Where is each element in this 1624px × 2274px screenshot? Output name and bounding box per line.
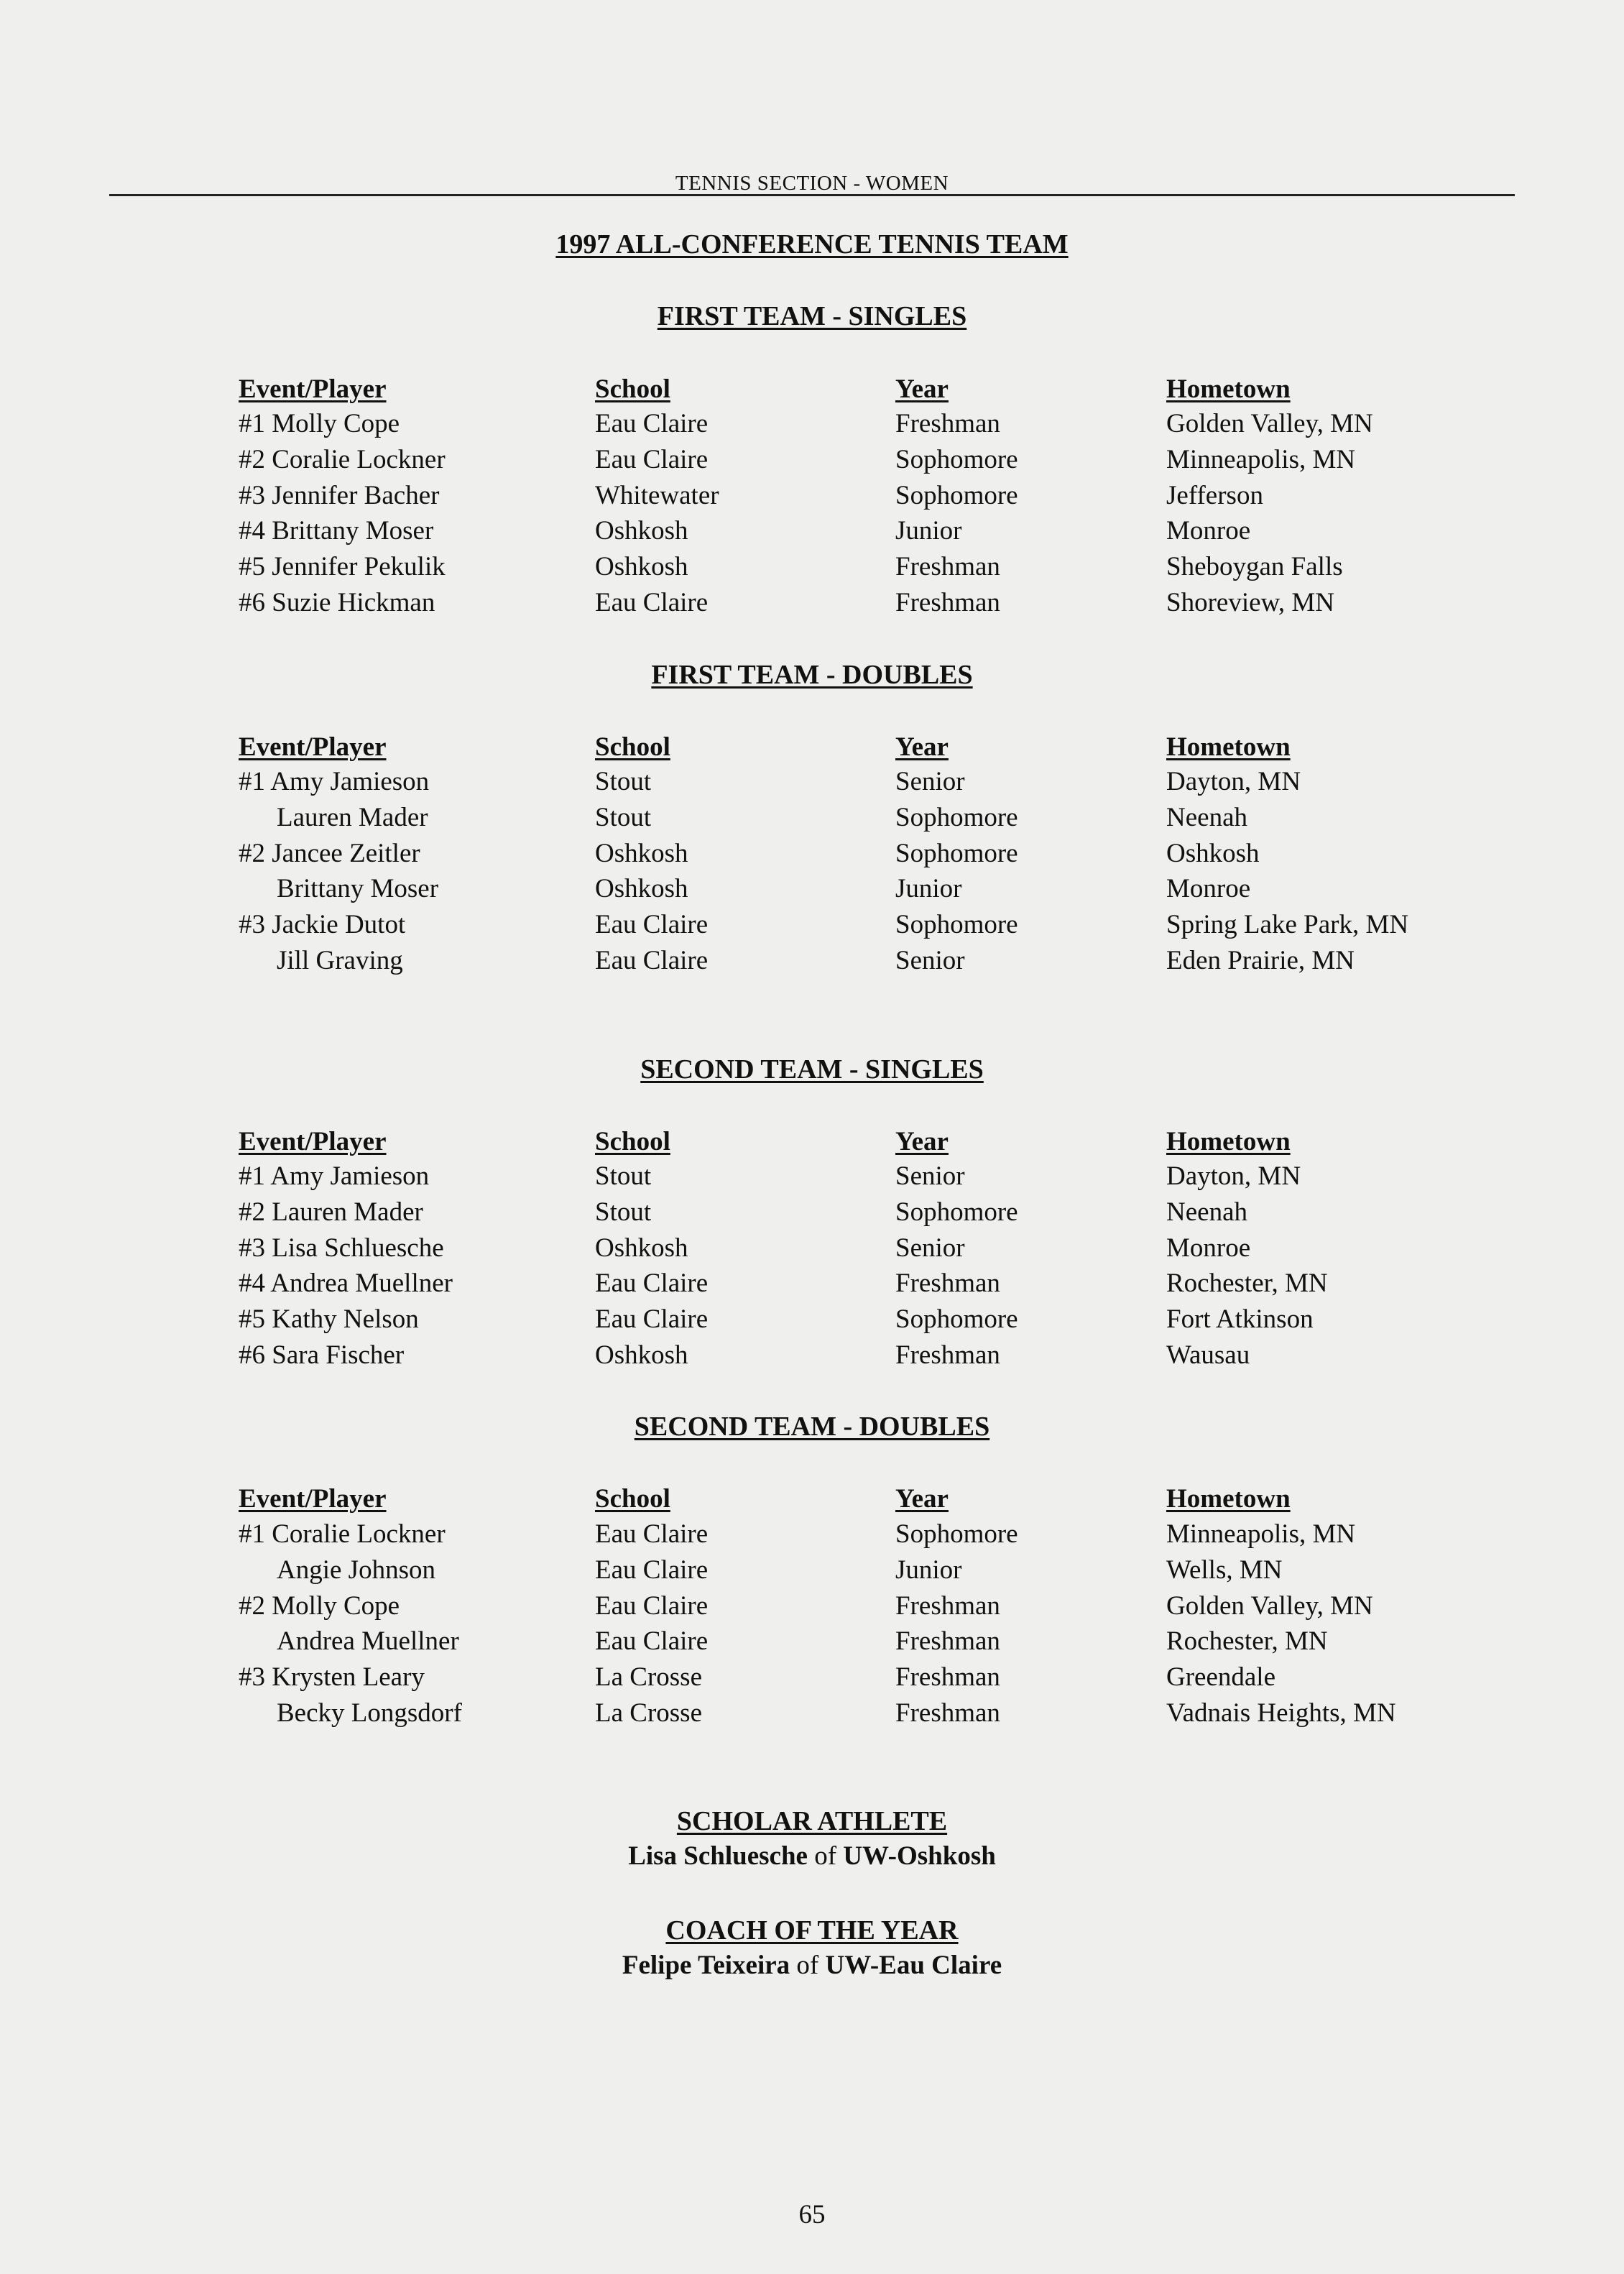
table-row <box>0 408 1624 444</box>
player-cell <box>239 551 446 582</box>
year-cell: Freshman <box>895 1340 1000 1370</box>
column-header-school: School <box>595 1484 670 1514</box>
player-name: Andrea Muellner <box>277 1626 459 1656</box>
award-recipient <box>0 1841 1624 1872</box>
table-row <box>0 1555 1624 1591</box>
hometown-cell: Oshkosh <box>1166 839 1260 868</box>
column-header-row <box>0 1483 1624 1519</box>
year-cell: Sophomore <box>895 803 1018 832</box>
player-cell <box>239 1161 429 1192</box>
player-name: Jennifer Pekulik <box>272 552 446 581</box>
table-row <box>0 873 1624 909</box>
recipient-school: UW-Oshkosh <box>843 1841 996 1871</box>
year-cell: Freshman <box>895 588 1000 617</box>
section-heading <box>0 300 1624 332</box>
hometown-cell: Golden Valley, MN <box>1166 1591 1373 1621</box>
hometown-cell: Monroe <box>1166 516 1251 546</box>
event-number: #5 <box>239 552 265 581</box>
column-header-player: Event/Player <box>239 732 387 762</box>
event-number: #3 <box>239 1233 265 1263</box>
player-cell <box>239 1197 423 1228</box>
player-name: Lauren Mader <box>277 803 428 832</box>
recipient-connector: of <box>814 1841 837 1871</box>
hometown-cell: Sheboygan Falls <box>1166 552 1343 581</box>
table-row <box>0 1197 1624 1233</box>
year-cell: Sophomore <box>895 445 1018 474</box>
school-cell: La Crosse <box>595 1662 702 1692</box>
event-number: #4 <box>239 516 265 546</box>
year-cell: Freshman <box>895 1591 1000 1621</box>
hometown-cell: Dayton, MN <box>1166 1161 1301 1191</box>
school-cell: Oshkosh <box>595 1233 688 1263</box>
hometown-cell: Wausau <box>1166 1340 1250 1370</box>
table-row <box>0 551 1624 587</box>
table-row <box>0 909 1624 945</box>
table-row <box>0 945 1624 981</box>
year-cell: Senior <box>895 1233 965 1263</box>
section-heading <box>0 659 1624 691</box>
school-cell: Oshkosh <box>595 1340 688 1370</box>
year-cell: Senior <box>895 946 965 975</box>
column-header-school: School <box>595 374 670 404</box>
player-cell <box>239 838 420 869</box>
column-header-year: Year <box>895 374 949 404</box>
hometown-cell: Monroe <box>1166 874 1251 903</box>
column-header-hometown: Hometown <box>1166 732 1291 762</box>
school-cell: Oshkosh <box>595 839 688 868</box>
player-name: Brittany Moser <box>277 874 439 903</box>
award-heading-text: COACH OF THE YEAR <box>665 1915 959 1946</box>
player-cell <box>239 1519 446 1550</box>
year-cell: Senior <box>895 1161 965 1191</box>
player-name: Amy Jamieson <box>270 1161 430 1191</box>
column-header-year: Year <box>895 1484 949 1514</box>
award-heading-text: SCHOLAR ATHLETE <box>676 1806 948 1836</box>
column-header-player: Event/Player <box>239 1484 387 1514</box>
player-name: Jackie Dutot <box>272 910 406 939</box>
hometown-cell: Golden Valley, MN <box>1166 409 1373 438</box>
column-header-hometown: Hometown <box>1166 1484 1291 1514</box>
player-name: Angie Johnson <box>277 1555 435 1585</box>
event-number: #2 <box>239 445 265 474</box>
hometown-cell: Spring Lake Park, MN <box>1166 910 1409 939</box>
year-cell: Freshman <box>895 1698 1000 1728</box>
event-number: #2 <box>239 839 265 868</box>
page-title-text: 1997 ALL-CONFERENCE TENNIS TEAM <box>555 229 1069 259</box>
player-cell <box>239 802 428 833</box>
table-row <box>0 1161 1624 1197</box>
hometown-cell: Neenah <box>1166 1197 1247 1227</box>
page-number: 65 <box>798 2200 826 2229</box>
school-cell: Eau Claire <box>595 910 709 939</box>
hometown-cell: Shoreview, MN <box>1166 588 1334 617</box>
hometown-cell: Minneapolis, MN <box>1166 445 1356 474</box>
player-cell <box>239 408 400 439</box>
column-header-row <box>0 374 1624 410</box>
year-cell: Sophomore <box>895 839 1018 868</box>
player-name: Coralie Lockner <box>272 1519 446 1549</box>
school-cell: Eau Claire <box>595 1626 709 1656</box>
section-header: TENNIS SECTION - WOMEN <box>675 172 949 195</box>
player-name: Becky Longsdorf <box>277 1698 462 1728</box>
recipient-connector: of <box>796 1951 819 1980</box>
event-number: #6 <box>239 588 265 617</box>
event-number: #2 <box>239 1197 265 1227</box>
hometown-cell: Fort Atkinson <box>1166 1304 1314 1334</box>
award-heading <box>0 1805 1624 1837</box>
hometown-cell: Eden Prairie, MN <box>1166 946 1355 975</box>
school-cell: Oshkosh <box>595 516 688 546</box>
hometown-cell: Minneapolis, MN <box>1166 1519 1356 1549</box>
school-cell: Eau Claire <box>595 1591 709 1621</box>
event-number: #6 <box>239 1340 265 1370</box>
player-name: Suzie Hickman <box>272 588 435 617</box>
player-name: Lauren Mader <box>272 1197 423 1227</box>
player-cell <box>239 766 429 797</box>
column-header-hometown: Hometown <box>1166 374 1291 404</box>
award-heading <box>0 1915 1624 1946</box>
school-cell: Oshkosh <box>595 552 688 581</box>
player-name: Jennifer Bacher <box>272 481 440 510</box>
player-cell <box>239 873 438 904</box>
year-cell: Sophomore <box>895 481 1018 510</box>
table-row <box>0 1304 1624 1340</box>
player-cell <box>239 1555 435 1585</box>
player-name: Krysten Leary <box>272 1662 425 1692</box>
column-header-row <box>0 732 1624 768</box>
section-heading <box>0 1054 1624 1085</box>
player-name: Molly Cope <box>272 1591 400 1621</box>
column-header-player: Event/Player <box>239 374 387 404</box>
player-cell <box>239 1591 400 1621</box>
year-cell: Junior <box>895 516 962 546</box>
table-row <box>0 838 1624 874</box>
event-number: #5 <box>239 1304 265 1334</box>
player-cell <box>239 1268 453 1299</box>
header-rule <box>109 194 1515 196</box>
section-heading-text: SECOND TEAM - DOUBLES <box>634 1412 990 1442</box>
year-cell: Freshman <box>895 552 1000 581</box>
table-row <box>0 1662 1624 1698</box>
event-number: #2 <box>239 1591 265 1621</box>
player-name: Kathy Nelson <box>272 1304 419 1334</box>
year-cell: Freshman <box>895 409 1000 438</box>
year-cell: Sophomore <box>895 910 1018 939</box>
table-row <box>0 1340 1624 1376</box>
hometown-cell: Rochester, MN <box>1166 1269 1328 1298</box>
event-number: #3 <box>239 1662 265 1692</box>
hometown-cell: Neenah <box>1166 803 1247 832</box>
school-cell: Eau Claire <box>595 1555 709 1585</box>
school-cell: Oshkosh <box>595 874 688 903</box>
player-name: Coralie Lockner <box>272 445 446 474</box>
event-number: #3 <box>239 481 265 510</box>
player-cell <box>239 587 435 618</box>
player-cell <box>239 1233 444 1263</box>
table-row <box>0 515 1624 551</box>
player-cell <box>239 1662 425 1693</box>
player-cell <box>239 909 405 940</box>
school-cell: Stout <box>595 1161 652 1191</box>
section-heading-text: FIRST TEAM - SINGLES <box>657 301 967 331</box>
player-name: Amy Jamieson <box>270 767 430 796</box>
school-cell: Eau Claire <box>595 1269 709 1298</box>
player-name: Jancee Zeitler <box>272 839 420 868</box>
player-name: Brittany Moser <box>272 516 434 546</box>
table-row <box>0 587 1624 623</box>
table-row <box>0 1698 1624 1734</box>
school-cell: Eau Claire <box>595 1304 709 1334</box>
school-cell: La Crosse <box>595 1698 702 1728</box>
hometown-cell: Vadnais Heights, MN <box>1166 1698 1396 1728</box>
column-header-player: Event/Player <box>239 1127 387 1156</box>
player-cell <box>239 480 439 511</box>
school-cell: Whitewater <box>595 481 719 510</box>
year-cell: Freshman <box>895 1626 1000 1656</box>
player-name: Lisa Schluesche <box>272 1233 444 1263</box>
school-cell: Eau Claire <box>595 946 709 975</box>
recipient-name: Felipe Teixeira <box>622 1951 790 1980</box>
year-cell: Sophomore <box>895 1304 1018 1334</box>
player-cell <box>239 945 403 976</box>
event-number: #1 <box>239 1519 265 1549</box>
table-row <box>0 1233 1624 1269</box>
year-cell: Senior <box>895 767 965 796</box>
column-header-hometown: Hometown <box>1166 1127 1291 1156</box>
player-name: Jill Graving <box>277 946 403 975</box>
school-cell: Eau Claire <box>595 588 709 617</box>
table-row <box>0 480 1624 516</box>
school-cell: Eau Claire <box>595 445 709 474</box>
section-heading <box>0 1411 1624 1442</box>
school-cell: Eau Claire <box>595 1519 709 1549</box>
player-name: Andrea Muellner <box>270 1269 453 1298</box>
hometown-cell: Dayton, MN <box>1166 767 1301 796</box>
player-cell <box>239 444 446 475</box>
event-number: #1 <box>239 409 265 438</box>
year-cell: Junior <box>895 1555 962 1585</box>
table-row <box>0 1519 1624 1555</box>
table-row <box>0 766 1624 802</box>
hometown-cell: Rochester, MN <box>1166 1626 1328 1656</box>
recipient-name: Lisa Schluesche <box>628 1841 808 1871</box>
year-cell: Sophomore <box>895 1197 1018 1227</box>
player-cell <box>239 515 433 546</box>
event-number: #4 <box>239 1269 265 1298</box>
school-cell: Stout <box>595 1197 652 1227</box>
column-header-school: School <box>595 1127 670 1156</box>
column-header-year: Year <box>895 1127 949 1156</box>
column-header-row <box>0 1126 1624 1162</box>
school-cell: Stout <box>595 803 652 832</box>
school-cell: Stout <box>595 767 652 796</box>
year-cell: Freshman <box>895 1662 1000 1692</box>
page-title <box>0 229 1624 260</box>
player-cell <box>239 1304 419 1335</box>
table-row <box>0 1591 1624 1626</box>
table-row <box>0 1626 1624 1662</box>
table-row <box>0 802 1624 838</box>
hometown-cell: Jefferson <box>1166 481 1263 510</box>
year-cell: Freshman <box>895 1269 1000 1298</box>
event-number: #1 <box>239 1161 265 1191</box>
table-row <box>0 1268 1624 1304</box>
event-number: #3 <box>239 910 265 939</box>
player-name: Sara Fischer <box>272 1340 405 1370</box>
event-number: #1 <box>239 767 265 796</box>
year-cell: Sophomore <box>895 1519 1018 1549</box>
recipient-school: UW-Eau Claire <box>825 1951 1002 1980</box>
hometown-cell: Monroe <box>1166 1233 1251 1263</box>
section-heading-text: SECOND TEAM - SINGLES <box>640 1054 984 1085</box>
year-cell: Junior <box>895 874 962 903</box>
table-row <box>0 444 1624 480</box>
hometown-cell: Wells, MN <box>1166 1555 1283 1585</box>
player-cell <box>239 1698 462 1728</box>
hometown-cell: Greendale <box>1166 1662 1276 1692</box>
player-cell <box>239 1340 404 1371</box>
column-header-year: Year <box>895 732 949 762</box>
column-header-school: School <box>595 732 670 762</box>
player-cell <box>239 1626 459 1657</box>
award-recipient <box>0 1950 1624 1981</box>
section-heading-text: FIRST TEAM - DOUBLES <box>651 660 973 690</box>
player-name: Molly Cope <box>272 409 400 438</box>
school-cell: Eau Claire <box>595 409 709 438</box>
